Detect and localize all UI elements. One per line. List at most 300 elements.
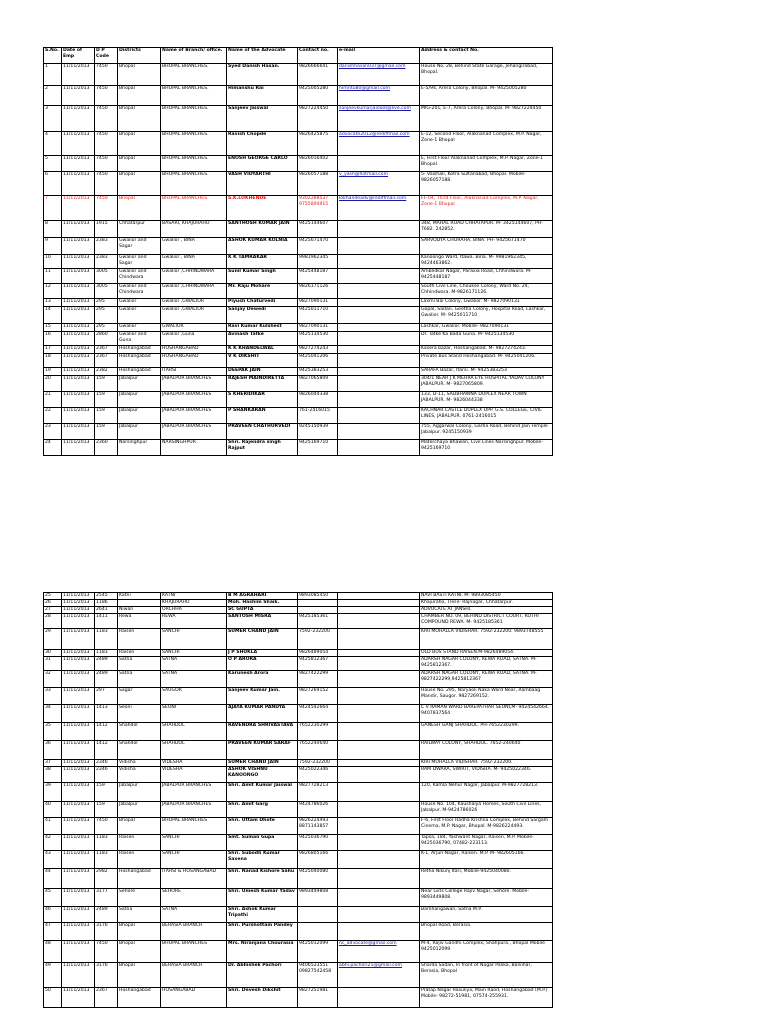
- table-row: [44, 851, 553, 869]
- cell-dp-code: 1183: [95, 835, 118, 851]
- table-row: [44, 923, 553, 941]
- cell-date: 11/11/2013: [62, 889, 95, 907]
- cell-district: Katni: [118, 593, 161, 600]
- cell-district: Jabalpur: [118, 802, 161, 818]
- cell-advocate: Shri. Rajendra singh Rajput: [227, 440, 298, 456]
- cell-email: [338, 600, 420, 607]
- cell-date: 11/11/2013: [62, 835, 95, 851]
- cell-dp-code: 295: [95, 324, 118, 332]
- cell-advocate: SUMER CHAND JAIN: [227, 760, 298, 767]
- table-row: [44, 346, 553, 354]
- cell-branch: BERASIA BRANCH: [161, 923, 227, 941]
- cell-email: [338, 760, 420, 767]
- cell-contact: 9425169710: [298, 440, 338, 456]
- cell-branch: SANCHI: [161, 851, 227, 869]
- cell-sno: 37: [44, 760, 62, 767]
- cell-branch: SEHORE: [161, 889, 227, 907]
- cell-contact: 7592-232200: [298, 629, 338, 650]
- cell-district: Raisen: [118, 851, 161, 869]
- cell-email: [338, 671, 420, 688]
- cell-date: 11/11/2013: [62, 818, 95, 835]
- cell-dp-code: 3176: [95, 923, 118, 941]
- cell-branch: ITARSI: [161, 368, 227, 376]
- cell-address: SARAFA Bazar, Itarsi. M- 9425383253: [420, 368, 553, 376]
- cell-dp-code: 7450: [95, 172, 118, 196]
- cell-date: 11/11/2013: [62, 650, 95, 657]
- cell-branch: KATNI: [161, 593, 227, 600]
- cell-contact: 9425144607: [298, 221, 338, 238]
- cell-dp-code: 2489: [95, 671, 118, 688]
- cell-address: Ambedkar Nagar, Paraxia Road, Chhindwara. M- 9425448187: [420, 269, 553, 284]
- table-row: [44, 783, 553, 802]
- cell-dp-code: 1411: [95, 614, 118, 629]
- table-row: [44, 132, 553, 156]
- cell-contact: 9406523551 09827542458: [298, 963, 338, 988]
- header-email: e-mail: [338, 48, 420, 64]
- cell-advocate: SANTOSH MISRA: [227, 614, 298, 629]
- cell-date: 11/11/2013: [62, 783, 95, 802]
- cell-contact: 9893085450: [298, 593, 338, 600]
- cell-date: 11/11/2013: [62, 614, 95, 629]
- header-address: Address & contact No.: [420, 48, 553, 64]
- cell-sno: 47: [44, 923, 62, 941]
- cell-contact: 9893449808: [298, 889, 338, 907]
- cell-district: Raisen: [118, 835, 161, 851]
- cell-district: Bhopal: [118, 64, 161, 86]
- cell-sno: 6: [44, 172, 62, 196]
- cell-contact: 9425022346: [298, 767, 338, 783]
- cell-dp-code: 2982: [95, 869, 118, 889]
- cell-sno: 35: [44, 723, 62, 741]
- cell-sno: 40: [44, 802, 62, 818]
- cell-dp-code: 3005: [95, 269, 118, 284]
- cell-district: Shahdol: [118, 741, 161, 760]
- cell-sno: 12: [44, 284, 62, 299]
- table-row: [44, 255, 553, 269]
- cell-branch: JABALPUR BRANCHES: [161, 376, 227, 392]
- cell-email: [338, 284, 420, 299]
- cell-branch: Gwalior , BINA: [161, 238, 227, 255]
- cell-dp-code: 2383: [95, 238, 118, 255]
- cell-contact: 9826224493 8871143857: [298, 818, 338, 835]
- cell-branch: Gwalior , BINA: [161, 255, 227, 269]
- cell-branch: Gwalior ,Guna: [161, 332, 227, 346]
- cell-email: [338, 818, 420, 835]
- cell-address: Sharda Sadan, In front of Nagar Palika, Balvihar, Berasia, Bhopal: [420, 963, 553, 988]
- table-row: [44, 818, 553, 835]
- cell-email: [338, 889, 420, 907]
- cell-sno: 3: [44, 106, 62, 132]
- cell-branch: ITARSI & HOSANGABAD: [161, 869, 227, 889]
- cell-address: M-4, Rajiv Gandhi Complex, Shahpura., Bhopal Mobile 9425012099: [420, 941, 553, 963]
- cell-district: Bhopal: [118, 818, 161, 835]
- cell-email: [338, 307, 420, 324]
- table-row: [44, 650, 553, 657]
- cell-sno: 42: [44, 835, 62, 851]
- header-contact: Contact no.: [298, 48, 338, 64]
- cell-sno: 50: [44, 988, 62, 1008]
- cell-dp-code: 159: [95, 802, 118, 818]
- cell-address: SARVODYA CHORAHA, BINA. PH- 9425671470: [420, 238, 553, 255]
- cell-advocate: Shri. Amit Kumar Jaiswal: [227, 783, 298, 802]
- cell-contact: 9826489054: [298, 650, 338, 657]
- cell-email[interactable]: abhi.pachori21@gmail.com: [338, 963, 420, 988]
- table-row: [44, 941, 553, 963]
- cell-dp-code: 7450: [95, 196, 118, 221]
- cell-branch: KHAJURAHO: [161, 600, 227, 607]
- cell-address: Retha Nikunj Itari, Mobile-9425040080.: [420, 869, 553, 889]
- cell-advocate: RAVENDRA SHRIVASTAVA: [227, 723, 298, 741]
- advocate-table-part-1: [43, 47, 553, 456]
- table-row: [44, 614, 553, 629]
- cell-district: Satna: [118, 657, 161, 671]
- table-row: [44, 64, 553, 86]
- cell-branch: VIDESHA: [161, 760, 227, 767]
- cell-branch: HOSANGABAD: [161, 988, 227, 1008]
- cell-address: ADARSH NAGAR COLONY, REWA ROAD, SATNA. M- 9425812367.: [420, 657, 553, 671]
- cell-branch: JABALPUR BRANCHES: [161, 408, 227, 424]
- cell-email: [338, 851, 420, 869]
- cell-sno: 38: [44, 767, 62, 783]
- cell-advocate: Sanjeev Kumar Jain.: [227, 688, 298, 705]
- cell-district: Bhopal: [118, 172, 161, 196]
- cell-dp-code: 2367: [95, 346, 118, 354]
- cell-address: South Civil Line, Choukse Colony, Ward No. 24, Chhindwara. M-9826171126.: [420, 284, 553, 299]
- cell-sno: 13: [44, 299, 62, 307]
- cell-email: [338, 376, 420, 392]
- cell-contact: 9826425875: [298, 132, 338, 156]
- cell-branch: SANCHI: [161, 650, 227, 657]
- header-sno: S.No.: [44, 48, 62, 64]
- cell-contact: 9425671470: [298, 238, 338, 255]
- table-row: [44, 424, 553, 440]
- cell-contact: 9827090131: [298, 324, 338, 332]
- cell-address: Materchaya Bhawan, Civil Lines Narsinghpur. Mobile- 9425169710: [420, 440, 553, 456]
- header-districts: Districts: [118, 48, 161, 64]
- cell-branch: JABALPUR BRANCHES: [161, 424, 227, 440]
- cell-dp-code: 297: [95, 688, 118, 705]
- cell-dp-code: 3005: [95, 284, 118, 299]
- cell-district: Hoshangabad: [118, 368, 161, 376]
- cell-sno: 5: [44, 156, 62, 172]
- cell-sno: 9: [44, 238, 62, 255]
- cell-branch: HOSHANGABAD: [161, 346, 227, 354]
- cell-dp-code: 2489: [95, 907, 118, 923]
- cell-date: 11/11/2013: [62, 307, 95, 324]
- cell-email: [338, 332, 420, 346]
- cell-email: [338, 424, 420, 440]
- header-branch: Name of Branch/ office.: [161, 48, 227, 64]
- table-row: [44, 907, 553, 923]
- table-row: [44, 392, 553, 408]
- table-row: [44, 671, 553, 688]
- cell-district: Gwalior: [118, 299, 161, 307]
- table-row: [44, 307, 553, 324]
- cell-email: [338, 392, 420, 408]
- cell-address: E-5/94, Arera Colony, Bhopal. M- 9425005280: [420, 86, 553, 106]
- cell-sno: 31: [44, 657, 62, 671]
- cell-email: [338, 440, 420, 456]
- cell-date: 11/11/2013: [62, 284, 95, 299]
- cell-email: [338, 408, 420, 424]
- cell-address: Private Bus Stand Hoshangabad. M- 9425041206.: [420, 354, 553, 368]
- cell-contact: [298, 907, 338, 923]
- cell-date: 11/11/2013: [62, 600, 95, 607]
- cell-district: Narsinghpur: [118, 440, 161, 456]
- table-row: [44, 332, 553, 346]
- cell-address: NAVI BASTI KATNI. M- 9893085450: [420, 593, 553, 600]
- cell-contact: 9826044338: [298, 392, 338, 408]
- cell-sno: 18: [44, 354, 62, 368]
- cell-sno: 46: [44, 907, 62, 923]
- cell-dp-code: 7450: [95, 64, 118, 86]
- cell-email[interactable]: lokhandeadv@rediffmail.com: [338, 196, 420, 221]
- cell-district: Niwari: [118, 607, 161, 614]
- cell-address: 133, D-11, SADBHAWNA DUPLEX NEAR TOWN JABALPUR. M- 9826044338: [420, 392, 553, 408]
- cell-address: KIRI MOHALLA VIDISHAR. 7592-232200.: [420, 760, 553, 767]
- cell-dp-code: 1186: [95, 600, 118, 607]
- cell-date: 11/11/2013: [62, 86, 95, 106]
- cell-email: [338, 368, 420, 376]
- cell-district: Jabalpur: [118, 392, 161, 408]
- cell-date: 11/11/2013: [62, 760, 95, 767]
- cell-date: 11/11/2013: [62, 869, 95, 889]
- cell-branch: BHOPAL BRANCHES.: [161, 64, 227, 86]
- cell-advocate: Himanshu Rai: [227, 86, 298, 106]
- cell-advocate: PRAVEEN CHATHURVEDI: [227, 424, 298, 440]
- cell-email[interactable]: advocate2012@rediffmail.com: [338, 132, 420, 156]
- cell-sno: 11: [44, 269, 62, 284]
- cell-district: Vidisha: [118, 767, 161, 783]
- cell-district: Bhopal: [118, 156, 161, 172]
- table-row: [44, 269, 553, 284]
- cell-advocate: Sanjeev Jaiswal: [227, 106, 298, 132]
- cell-contact: 9826666641: [298, 64, 338, 86]
- cell-dp-code: 3177: [95, 889, 118, 907]
- cell-sno: 45: [44, 889, 62, 907]
- cell-dp-code: 1413: [95, 705, 118, 723]
- cell-contact: 7652240640: [298, 741, 338, 760]
- header-date: Date of Emp: [62, 48, 95, 64]
- cell-address: Near Girls College Rajiv Nagar, Sehore. Mobile- 9893449808.: [420, 889, 553, 907]
- cell-contact: 9827251981: [298, 988, 338, 1008]
- table-row: [44, 963, 553, 988]
- cell-contact: 9827728213: [298, 783, 338, 802]
- cell-advocate: Smt. Suman Gupa: [227, 835, 298, 851]
- cell-email: [338, 869, 420, 889]
- cell-address: ADARSH NAGAR COLONY, REWA ROAD, SATNA. M- 9827422299,9425812367: [420, 671, 553, 688]
- cell-address: E-12, Second Floor, Alaknanad Complex, M.P. Nagar, Zone-1 Bhopal: [420, 132, 553, 156]
- table-row: [44, 657, 553, 671]
- cell-email: [338, 705, 420, 723]
- table-row: [44, 284, 553, 299]
- table-row: [44, 196, 553, 221]
- cell-branch: Gwalior ,CHHINDWARA: [161, 269, 227, 284]
- cell-branch: GWALIOR: [161, 324, 227, 332]
- cell-contact: 9827224450: [298, 106, 338, 132]
- cell-advocate: Shri. Amit Garg: [227, 802, 298, 818]
- cell-district: Jabalpur: [118, 783, 161, 802]
- cell-email[interactable]: v_yash@hotmail.com: [338, 172, 420, 196]
- cell-sno: 17: [44, 346, 62, 354]
- cell-district: Bhopal: [118, 132, 161, 156]
- cell-contact: 9827090131: [298, 299, 338, 307]
- cell-sno: 32: [44, 671, 62, 688]
- cell-sno: 41: [44, 818, 62, 835]
- cell-branch: JABALPUR BRANCHES: [161, 802, 227, 818]
- cell-contact: 9425134530: [298, 332, 338, 346]
- table-row: [44, 767, 553, 783]
- cell-dp-code: 159: [95, 392, 118, 408]
- cell-email: [338, 299, 420, 307]
- cell-email[interactable]: nc_advocate@gmail.com: [338, 941, 420, 963]
- cell-district: Satna: [118, 671, 161, 688]
- cell-date: 11/11/2013: [62, 593, 95, 600]
- cell-email: [338, 238, 420, 255]
- cell-dp-code: 2545: [95, 593, 118, 600]
- cell-advocate: K K TAMRAKAR: [227, 255, 298, 269]
- cell-email: [338, 354, 420, 368]
- cell-dp-code: 159: [95, 783, 118, 802]
- cell-branch: SATNA: [161, 671, 227, 688]
- table-row: [44, 221, 553, 238]
- cell-advocate: PRAVEEN KUMAR SARAF: [227, 741, 298, 760]
- cell-email: [338, 802, 420, 818]
- cell-branch: Gwalior ,GWALIOR: [161, 299, 227, 307]
- cell-district: Bhopal: [118, 941, 161, 963]
- cell-date: 11/11/2013: [62, 907, 95, 923]
- cell-district: Hoshangabad: [118, 869, 161, 889]
- cell-address: Bamhangawan, Satna M.P.: [420, 907, 553, 923]
- cell-dp-code: 2367: [95, 988, 118, 1008]
- cell-address: House No. 295, Naryaoli Naka Ward Near, Rambaag Mandir, Saugor. 9827269152.: [420, 688, 553, 705]
- cell-email[interactable]: sanjeevkumarjaiswal@live.com: [338, 106, 420, 132]
- cell-district: Bhopal: [118, 86, 161, 106]
- cell-dp-code: 159: [95, 376, 118, 392]
- cell-address: Bhopal Road, Berasia.: [420, 923, 553, 941]
- cell-email: [338, 907, 420, 923]
- cell-date: 11/11/2013: [62, 221, 95, 238]
- cell-sno: 49: [44, 963, 62, 988]
- cell-advocate: B M AGRAHARI: [227, 593, 298, 600]
- table-row: [44, 835, 553, 851]
- cell-district: Gwalior: [118, 307, 161, 324]
- cell-sno: 21: [44, 392, 62, 408]
- cell-branch: BASARI, KHAJURAHO: [161, 221, 227, 238]
- cell-advocate: VASH VIDYARTHI: [227, 172, 298, 196]
- cell-advocate: S KHERIDIKAR: [227, 392, 298, 408]
- cell-address: MIG-201, E-7, Arera Colony, Bhopal. M- 9827224450: [420, 106, 553, 132]
- cell-contact: 9826057188: [298, 172, 338, 196]
- cell-sno: 48: [44, 941, 62, 963]
- cell-contact: [298, 607, 338, 614]
- cell-email: [338, 767, 420, 783]
- cell-advocate: RAJESH MAINDIRETTA: [227, 376, 298, 392]
- cell-sno: 16: [44, 332, 62, 346]
- cell-contact: 9826805166: [298, 851, 338, 869]
- cell-dp-code: 2346: [95, 767, 118, 783]
- cell-date: 11/11/2013: [62, 657, 95, 671]
- cell-contact: 9425012099: [298, 941, 338, 963]
- cell-contact: [298, 923, 338, 941]
- table-row: [44, 802, 553, 818]
- cell-email[interactable]: danishhasan037@gmail.com: [338, 64, 420, 86]
- cell-address: 5- Vaishali, Kotra Sultanabad, Bhopal. Mobile- 9826057188.: [420, 172, 553, 196]
- cell-email: [338, 269, 420, 284]
- cell-contact: 9826016402: [298, 156, 338, 172]
- cell-date: 11/11/2013: [62, 723, 95, 741]
- cell-email: [338, 835, 420, 851]
- cell-address: House No. 28, Behind State Garage, Jehangirabad, Bhopal.: [420, 64, 553, 86]
- cell-dp-code: 295: [95, 307, 118, 324]
- cell-sno: 36: [44, 741, 62, 760]
- cell-district: Jabalpur: [118, 376, 161, 392]
- cell-advocate: Shri. Uttam Dhote: [227, 818, 298, 835]
- cell-branch: SANCHI: [161, 835, 227, 851]
- cell-district: Vidisha: [118, 760, 161, 767]
- cell-dp-code: 3176: [95, 963, 118, 988]
- cell-contact: 7592-232200: [298, 760, 338, 767]
- cell-branch: SHAHDOL: [161, 741, 227, 760]
- cell-sno: 33: [44, 688, 62, 705]
- table-row: [44, 988, 553, 1008]
- cell-branch: Gwalior ,CHHINDWARA: [161, 284, 227, 299]
- cell-dp-code: 2360: [95, 440, 118, 456]
- cell-advocate: K K KHANDELWAL: [227, 346, 298, 354]
- table-row: [44, 156, 553, 172]
- cell-email: [338, 255, 420, 269]
- cell-date: 11/11/2013: [62, 923, 95, 941]
- cell-dp-code: 159: [95, 424, 118, 440]
- cell-email: [338, 657, 420, 671]
- cell-date: 11/11/2013: [62, 671, 95, 688]
- cell-date: 11/11/2013: [62, 802, 95, 818]
- cell-date: 11/11/2013: [62, 408, 95, 424]
- cell-date: 11/11/2013: [62, 705, 95, 723]
- cell-sno: 19: [44, 368, 62, 376]
- cell-sno: 4: [44, 132, 62, 156]
- cell-branch: BHOPAL BRANCHES.: [161, 196, 227, 221]
- cell-address: K-1, Arjun Nagar, Raisen. M.P. M- 982605166.: [420, 851, 553, 869]
- cell-address: RAILWAY COLONY, SHAHDOL. 7652-240640: [420, 741, 553, 760]
- cell-dp-code: 2367: [95, 354, 118, 368]
- cell-advocate: Ravi Kumar Kulshest: [227, 324, 298, 332]
- cell-district: Gwalior and Sagar: [118, 238, 161, 255]
- cell-sno: 20: [44, 376, 62, 392]
- table-row: [44, 324, 553, 332]
- cell-address: Tapsa, 184, Yashwant Nagar, Raisen, M.P. Mobile- 9425036790, 07482-223113.: [420, 835, 553, 851]
- cell-date: 11/11/2013: [62, 238, 95, 255]
- cell-branch: HOSHANGABAD: [161, 354, 227, 368]
- table-row: [44, 629, 553, 650]
- cell-date: 11/11/2013: [62, 346, 95, 354]
- cell-advocate: V K DIKSHIT: [227, 354, 298, 368]
- cell-sno: 10: [44, 255, 62, 269]
- table-row: [44, 741, 553, 760]
- header-dp-code: D P Code: [95, 48, 118, 64]
- cell-dp-code: 7450: [95, 106, 118, 132]
- cell-contact: 9245150939: [298, 424, 338, 440]
- cell-contact: [298, 600, 338, 607]
- table-row: [44, 440, 553, 456]
- cell-advocate: S.K.LOKHENDE: [227, 196, 298, 221]
- cell-district: Bhopal: [118, 196, 161, 221]
- cell-address: Lashkar, Gwalior. Mobile- 9827090131: [420, 324, 553, 332]
- cell-email: [338, 156, 420, 172]
- cell-dp-code: 295: [95, 299, 118, 307]
- cell-email[interactable]: himritu80@gmail.com: [338, 86, 420, 106]
- cell-address: C V RAMAN WARD BAREPATHAR SEONI,M- 9424542664. 9407837564: [420, 705, 553, 723]
